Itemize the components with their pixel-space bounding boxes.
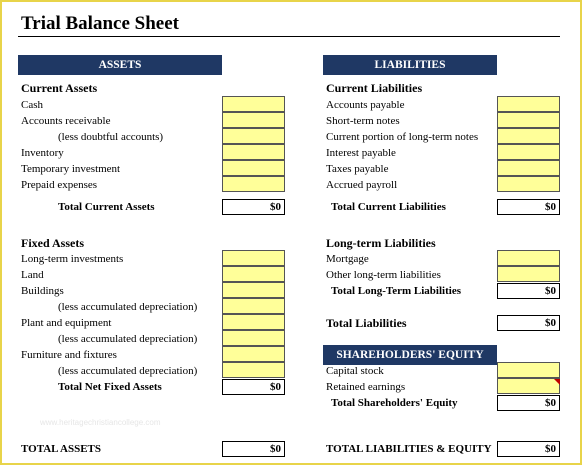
sheet-title: Trial Balance Sheet bbox=[21, 13, 179, 34]
current-assets-heading: Current Assets bbox=[21, 81, 98, 95]
assets-header: ASSETS bbox=[18, 55, 222, 75]
input-other-long-term[interactable] bbox=[497, 266, 560, 282]
fixed-assets-heading: Fixed Assets bbox=[21, 236, 84, 250]
total-assets-label: TOTAL ASSETS bbox=[21, 443, 102, 455]
input-accrued-payroll[interactable] bbox=[497, 176, 560, 192]
asset-label-buildings: Buildings bbox=[21, 285, 64, 297]
equity-header: SHAREHOLDERS' EQUITY bbox=[323, 345, 497, 365]
asset-label-furniture-fixtures: Furniture and fixtures bbox=[21, 349, 117, 361]
total-shareholders-equity-label: Total Shareholders' Equity bbox=[331, 397, 458, 409]
asset-label-plant-equipment: Plant and equipment bbox=[21, 317, 112, 329]
input-interest-payable[interactable] bbox=[497, 144, 560, 160]
input-doubtful-accounts[interactable] bbox=[222, 128, 285, 144]
total-liabilities-value: $0 bbox=[497, 315, 560, 331]
input-accounts-receivable[interactable] bbox=[222, 112, 285, 128]
asset-label-land: Land bbox=[21, 269, 44, 281]
input-furniture-depreciation[interactable] bbox=[222, 362, 285, 378]
total-liabilities-equity-value: $0 bbox=[497, 441, 560, 457]
asset-label-buildings-depreciation: (less accumulated depreciation) bbox=[58, 301, 198, 313]
total-liabilities-label: Total Liabilities bbox=[326, 316, 407, 330]
input-long-term-investments[interactable] bbox=[222, 250, 285, 266]
liability-label-accounts-payable: Accounts payable bbox=[326, 99, 405, 111]
asset-label-cash: Cash bbox=[21, 99, 43, 111]
total-shareholders-equity-value: $0 bbox=[497, 395, 560, 411]
input-furniture-fixtures[interactable] bbox=[222, 346, 285, 362]
input-buildings-depreciation[interactable] bbox=[222, 298, 285, 314]
current-liabilities-heading: Current Liabilities bbox=[326, 81, 423, 95]
equity-label-retained-earnings: Retained earnings bbox=[326, 381, 406, 393]
comment-marker-icon[interactable] bbox=[554, 379, 560, 385]
total-net-fixed-assets-value: $0 bbox=[222, 379, 285, 395]
asset-label-long-term-investments: Long-term investments bbox=[21, 253, 124, 265]
input-mortgage[interactable] bbox=[497, 250, 560, 266]
title-rule bbox=[18, 36, 560, 37]
input-plant-depreciation[interactable] bbox=[222, 330, 285, 346]
liability-label-mortgage: Mortgage bbox=[326, 253, 369, 265]
total-long-term-liabilities-value: $0 bbox=[497, 283, 560, 299]
total-current-assets-label: Total Current Assets bbox=[58, 201, 155, 213]
liability-label-other-long-term: Other long-term liabilities bbox=[326, 269, 441, 281]
input-prepaid-expenses[interactable] bbox=[222, 176, 285, 192]
asset-label-inventory: Inventory bbox=[21, 147, 64, 159]
total-current-liabilities-label: Total Current Liabilities bbox=[331, 201, 446, 213]
input-land[interactable] bbox=[222, 266, 285, 282]
asset-label-temporary-investment: Temporary investment bbox=[21, 163, 121, 175]
asset-label-doubtful-accounts: (less doubtful accounts) bbox=[58, 131, 164, 143]
long-term-liabilities-heading: Long-term Liabilities bbox=[326, 236, 436, 250]
input-cash[interactable] bbox=[222, 96, 285, 112]
asset-label-prepaid-expenses: Prepaid expenses bbox=[21, 179, 98, 191]
total-net-fixed-assets-label: Total Net Fixed Assets bbox=[58, 381, 162, 393]
total-current-liabilities-value: $0 bbox=[497, 199, 560, 215]
input-inventory[interactable] bbox=[222, 144, 285, 160]
total-current-assets-value: $0 bbox=[222, 199, 285, 215]
asset-label-plant-depreciation: (less accumulated depreciation) bbox=[58, 333, 198, 345]
liability-label-taxes-payable: Taxes payable bbox=[326, 163, 389, 175]
input-temporary-investment[interactable] bbox=[222, 160, 285, 176]
input-current-portion[interactable] bbox=[497, 128, 560, 144]
input-taxes-payable[interactable] bbox=[497, 160, 560, 176]
input-accounts-payable[interactable] bbox=[497, 96, 560, 112]
equity-label-capital-stock: Capital stock bbox=[326, 365, 384, 377]
watermark: www.heritagechristiancollege.com bbox=[40, 418, 161, 427]
input-plant-equipment[interactable] bbox=[222, 314, 285, 330]
input-buildings[interactable] bbox=[222, 282, 285, 298]
total-assets-value: $0 bbox=[222, 441, 285, 457]
total-liabilities-equity-label: TOTAL LIABILITIES & EQUITY bbox=[326, 443, 492, 455]
asset-label-furniture-depreciation: (less accumulated depreciation) bbox=[58, 365, 198, 377]
liability-label-accrued-payroll: Accrued payroll bbox=[326, 179, 398, 191]
liabilities-header: LIABILITIES bbox=[323, 55, 497, 75]
liability-label-current-portion: Current portion of long-term notes bbox=[326, 131, 479, 143]
total-long-term-liabilities-label: Total Long-Term Liabilities bbox=[331, 285, 461, 297]
liability-label-short-term-notes: Short-term notes bbox=[326, 115, 400, 127]
asset-label-accounts-receivable: Accounts receivable bbox=[21, 115, 111, 127]
input-capital-stock[interactable] bbox=[497, 362, 560, 378]
input-retained-earnings[interactable] bbox=[497, 378, 560, 394]
liability-label-interest-payable: Interest payable bbox=[326, 147, 396, 159]
input-short-term-notes[interactable] bbox=[497, 112, 560, 128]
